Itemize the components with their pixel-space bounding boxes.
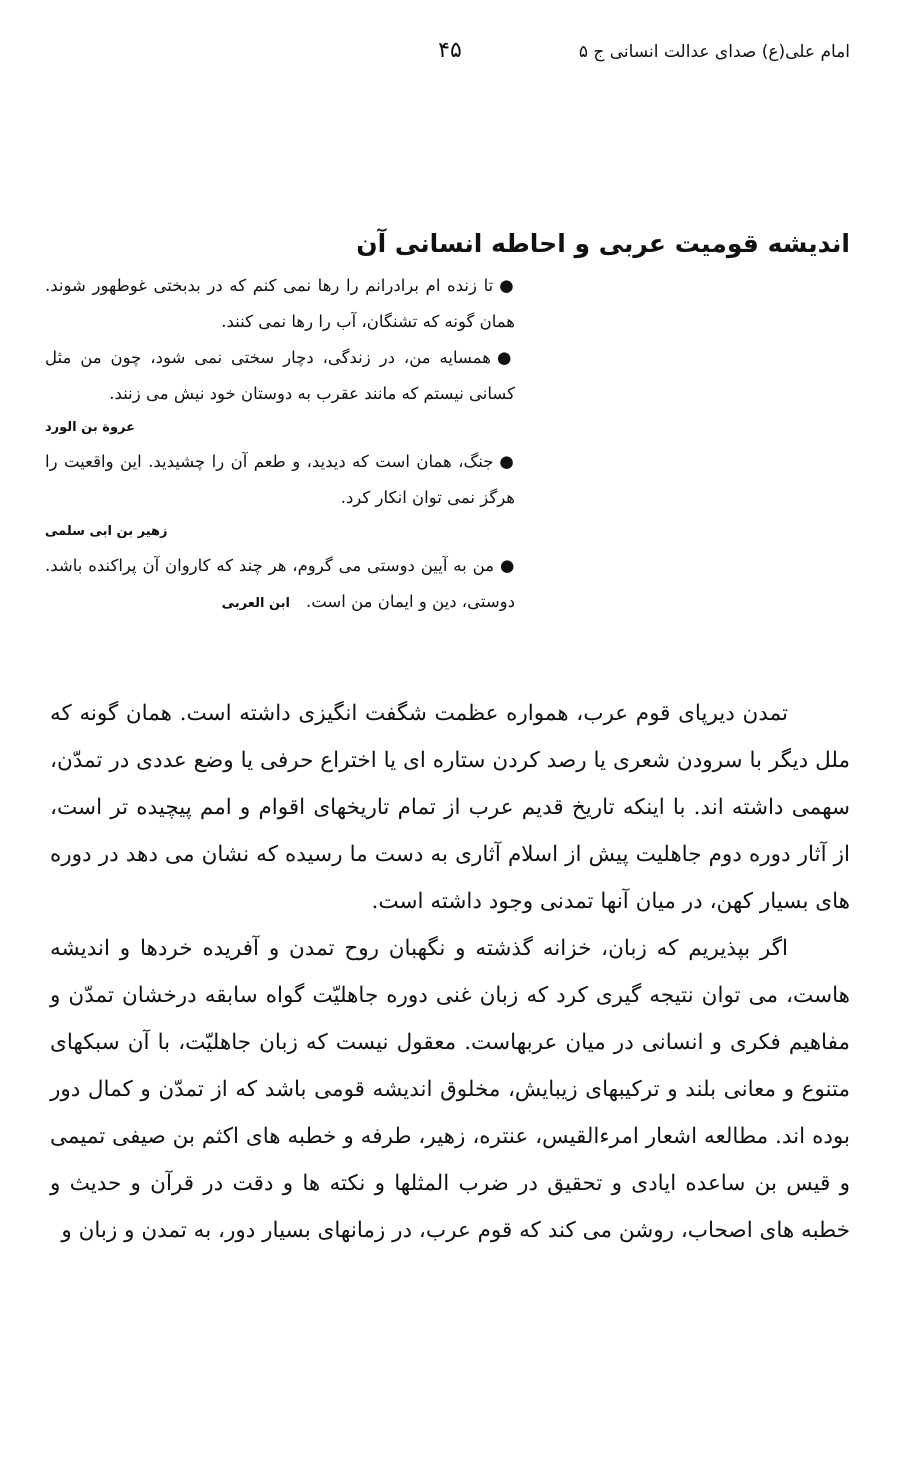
body-paragraph: اگر بپذیریم که زبان، خزانه گذشته و نگهبان روح تمدن و آفریده خردها و اندیشه هاست، می توان نتیجه گیری کرد که زبان غنی دوره جاهلیّت گواه سابقه درخشان تمدّن و مفاهیم فکری و انسانی در میان عربهاست. معقول نیست که زبان جاهلیّت، با آن سبکهای متنوع و معانی بلند و ترکیبهای زیبایش، مخلوق اندیشه قومی باشد که از تمدّن و کمال دور بوده اند. مطالعه اشعار امرءالقیس، عنتره، زهیر، طرفه و خطبه های اکثم بن صیفی تمیمی و قیس بن ساعده ایادی و تحقیق در ضرب المثلها و نکته ها و دقت در قرآن و حدیث و خطبه های اصحاب، روشن می کند که قوم عرب، در زمانهای بسیار دور، به تمدن و زبان و [50, 936, 850, 1243]
quote-text: جنگ، همان است که دیدید، و طعم آن را چشیدید. این واقعیت را هرگز نمی توان انکار کرد. [45, 452, 515, 507]
quote-item [45, 548, 515, 622]
quote-attribution: عروة بن الورد [45, 420, 135, 435]
quote-list [45, 268, 515, 622]
body-text [50, 690, 850, 1254]
running-head: امام علی(ع) صدای عدالت انسانی ج ۵ [578, 42, 850, 62]
page-number: ۴۵ [438, 38, 462, 63]
bullet-icon: ● [500, 556, 515, 575]
quote-attribution: ابن العربی [221, 596, 290, 611]
quote-text: همسایه من، در زندگی، دچار سختی نمی شود، چون من مثل کسانی نیستم که مانند عقرب به دوستان خود نیش می زنند. [45, 348, 515, 403]
body-paragraph: تمدن دیرپای قوم عرب، همواره عظمت شگفت انگیزی داشته است. همان گونه که ملل دیگر با سرودن شعری یا رصد کردن ستاره ای یا اختراع حرفی یا وضع عددی در تمدّن، سهمی داشته اند. با اینکه تاریخ قدیم عرب از تمام تاریخهای اقوام و امم پیچیده تر است، از آثار دوره دوم جاهلیت پیش از اسلام آثاری به دست ما رسیده که نشان می دهد در دوره های بسیار کهن، در میان آنها تمدنی وجود داشته است. [50, 701, 850, 914]
quote-item [45, 268, 515, 340]
section-title: اندیشه قومیت عربی و احاطه انسانی آن [356, 229, 850, 258]
quote-text: تا زنده ام برادرانم را رها نمی کنم که در بدبختی غوطهور شوند. همان گونه که تشنگان، آب را رها نمی کنند. [45, 276, 515, 331]
bullet-icon: ● [499, 452, 515, 471]
quote-attribution: زهیر بن ابی سلمی [45, 524, 168, 539]
bullet-icon: ● [496, 348, 515, 367]
quote-item [45, 444, 515, 516]
bullet-icon: ● [499, 276, 515, 295]
quote-text: من به آیین دوستی می گروم، هر چند که کاروان آن پراکنده باشد. دوستی، دین و ایمان من است. [45, 556, 515, 611]
quote-item [45, 340, 515, 412]
